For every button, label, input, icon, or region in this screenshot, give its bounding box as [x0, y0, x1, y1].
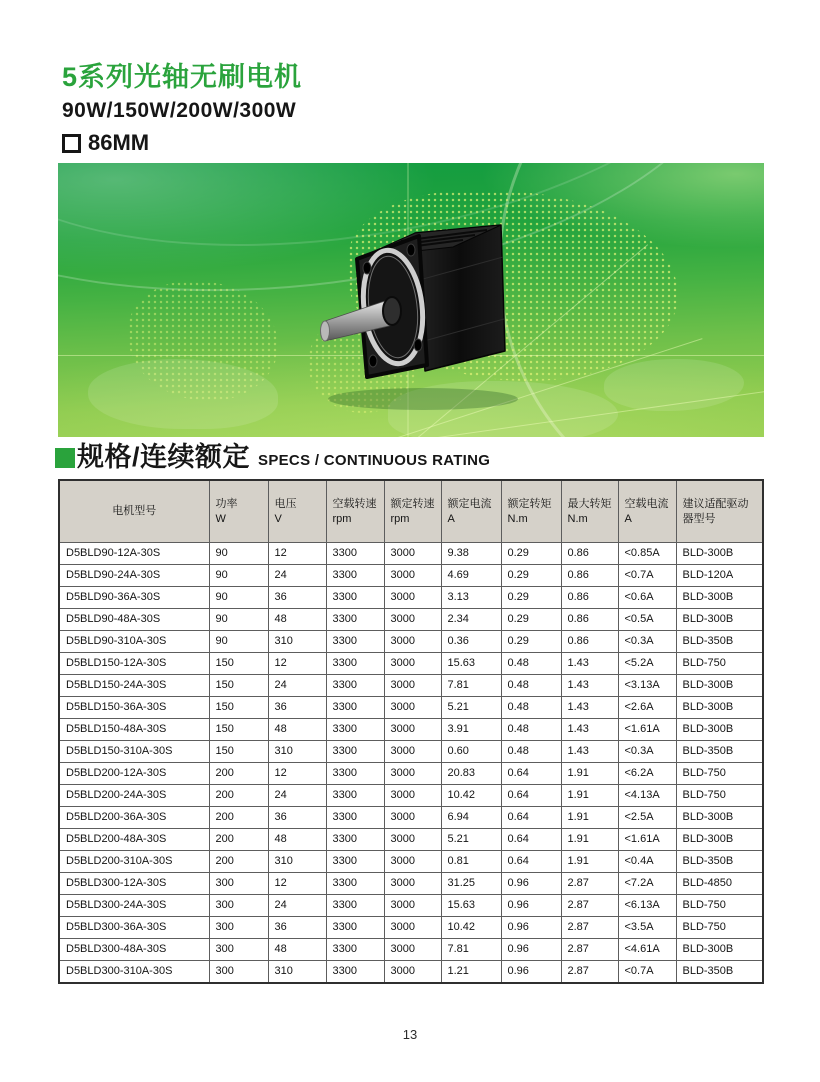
- specs-section-heading: [55, 443, 490, 472]
- table-row: [59, 851, 763, 873]
- cell-model: D5BLD300-36A-30S: [59, 917, 209, 939]
- table-row: [59, 807, 763, 829]
- table-row: [59, 917, 763, 939]
- cell-rated_speed: 3000: [384, 851, 441, 873]
- cell-no_load_current: <0.4A: [618, 851, 676, 873]
- cell-no_load_current: <4.13A: [618, 785, 676, 807]
- cell-max_torque: 0.86: [561, 543, 618, 565]
- cell-no_load_current: <1.61A: [618, 829, 676, 851]
- cell-rated_speed: 3000: [384, 609, 441, 631]
- cell-rated_speed: 3000: [384, 675, 441, 697]
- cell-rated_torque: 0.48: [501, 653, 561, 675]
- cell-max_torque: 2.87: [561, 939, 618, 961]
- cell-no_load_speed: 3300: [326, 675, 384, 697]
- cell-rated_speed: 3000: [384, 939, 441, 961]
- cell-model: D5BLD90-310A-30S: [59, 631, 209, 653]
- cell-driver: BLD-750: [676, 895, 763, 917]
- section-title-cn: 规格/连续额定: [77, 442, 251, 472]
- cell-max_torque: 1.43: [561, 741, 618, 763]
- cell-power: 300: [209, 961, 268, 984]
- cell-driver: BLD-300B: [676, 697, 763, 719]
- cell-rated_current: 20.83: [441, 763, 501, 785]
- cell-rated_speed: 3000: [384, 785, 441, 807]
- cell-max_torque: 1.43: [561, 653, 618, 675]
- cell-model: D5BLD300-12A-30S: [59, 873, 209, 895]
- cell-voltage: 48: [268, 939, 326, 961]
- cell-no_load_speed: 3300: [326, 939, 384, 961]
- table-row: [59, 873, 763, 895]
- cell-rated_current: 3.91: [441, 719, 501, 741]
- cell-power: 200: [209, 785, 268, 807]
- product-banner: [58, 163, 764, 437]
- cell-max_torque: 1.91: [561, 763, 618, 785]
- cell-power: 150: [209, 653, 268, 675]
- cell-no_load_current: <6.13A: [618, 895, 676, 917]
- table-row: [59, 785, 763, 807]
- cell-power: 300: [209, 873, 268, 895]
- cell-power: 90: [209, 543, 268, 565]
- cell-driver: BLD-300B: [676, 719, 763, 741]
- cell-rated_speed: 3000: [384, 565, 441, 587]
- table-row: [59, 697, 763, 719]
- cell-model: D5BLD150-24A-30S: [59, 675, 209, 697]
- cell-rated_speed: 3000: [384, 543, 441, 565]
- cell-rated_speed: 3000: [384, 829, 441, 851]
- cell-power: 300: [209, 939, 268, 961]
- cell-rated_current: 0.60: [441, 741, 501, 763]
- square-frame-icon: [62, 134, 81, 153]
- cell-no_load_current: <0.85A: [618, 543, 676, 565]
- table-row: [59, 653, 763, 675]
- cell-power: 300: [209, 895, 268, 917]
- cell-model: D5BLD200-48A-30S: [59, 829, 209, 851]
- cell-no_load_speed: 3300: [326, 763, 384, 785]
- cell-rated_current: 15.63: [441, 653, 501, 675]
- cell-driver: BLD-300B: [676, 587, 763, 609]
- cell-driver: BLD-350B: [676, 851, 763, 873]
- cell-model: D5BLD90-12A-30S: [59, 543, 209, 565]
- frame-size-label: 86MM: [88, 130, 150, 155]
- cell-no_load_speed: 3300: [326, 807, 384, 829]
- cell-driver: BLD-750: [676, 653, 763, 675]
- cell-model: D5BLD300-48A-30S: [59, 939, 209, 961]
- cell-rated_speed: 3000: [384, 631, 441, 653]
- cell-no_load_current: <0.5A: [618, 609, 676, 631]
- column-header-power: 功率 W: [209, 480, 268, 543]
- column-header-rated_speed: 额定转速 rpm: [384, 480, 441, 543]
- cell-no_load_current: <3.5A: [618, 917, 676, 939]
- cell-rated_torque: 0.64: [501, 851, 561, 873]
- cell-rated_torque: 0.29: [501, 609, 561, 631]
- cell-rated_speed: 3000: [384, 697, 441, 719]
- cell-no_load_speed: 3300: [326, 785, 384, 807]
- table-row: [59, 829, 763, 851]
- cell-max_torque: 1.91: [561, 807, 618, 829]
- cell-driver: BLD-300B: [676, 829, 763, 851]
- table-row: [59, 609, 763, 631]
- cell-no_load_speed: 3300: [326, 961, 384, 984]
- cell-power: 90: [209, 631, 268, 653]
- table-row: [59, 565, 763, 587]
- cell-power: 300: [209, 917, 268, 939]
- cell-model: D5BLD150-48A-30S: [59, 719, 209, 741]
- cell-rated_current: 7.81: [441, 939, 501, 961]
- cell-rated_torque: 0.64: [501, 785, 561, 807]
- cell-model: D5BLD90-24A-30S: [59, 565, 209, 587]
- cell-rated_current: 0.36: [441, 631, 501, 653]
- cell-no_load_current: <0.3A: [618, 741, 676, 763]
- cell-driver: BLD-300B: [676, 807, 763, 829]
- cell-power: 150: [209, 719, 268, 741]
- cell-max_torque: 1.91: [561, 829, 618, 851]
- table-row: [59, 675, 763, 697]
- cell-no_load_speed: 3300: [326, 895, 384, 917]
- page-number: 13: [402, 1027, 418, 1042]
- cell-voltage: 48: [268, 829, 326, 851]
- cell-rated_speed: 3000: [384, 763, 441, 785]
- table-header: [59, 480, 763, 543]
- cell-rated_current: 31.25: [441, 873, 501, 895]
- table-row: [59, 939, 763, 961]
- cell-rated_torque: 0.96: [501, 939, 561, 961]
- green-square-bullet-icon: [55, 448, 75, 468]
- cell-no_load_current: <1.61A: [618, 719, 676, 741]
- cell-voltage: 36: [268, 917, 326, 939]
- cell-model: D5BLD150-12A-30S: [59, 653, 209, 675]
- column-header-voltage: 电压 V: [268, 480, 326, 543]
- cell-max_torque: 0.86: [561, 609, 618, 631]
- cell-no_load_speed: 3300: [326, 653, 384, 675]
- column-header-no_load_current: 空载电流 A: [618, 480, 676, 543]
- specs-table: [58, 479, 764, 984]
- cell-voltage: 12: [268, 763, 326, 785]
- table-row: [59, 741, 763, 763]
- cell-max_torque: 2.87: [561, 917, 618, 939]
- column-header-no_load_speed: 空载转速 rpm: [326, 480, 384, 543]
- cell-no_load_speed: 3300: [326, 741, 384, 763]
- cell-rated_speed: 3000: [384, 895, 441, 917]
- cell-no_load_current: <0.7A: [618, 961, 676, 984]
- cell-model: D5BLD150-310A-30S: [59, 741, 209, 763]
- cell-power: 150: [209, 741, 268, 763]
- cell-rated_speed: 3000: [384, 961, 441, 984]
- table-row: [59, 543, 763, 565]
- cell-rated_torque: 0.48: [501, 675, 561, 697]
- cell-no_load_current: <7.2A: [618, 873, 676, 895]
- cell-rated_torque: 0.29: [501, 587, 561, 609]
- cell-no_load_current: <4.61A: [618, 939, 676, 961]
- cell-rated_current: 1.21: [441, 961, 501, 984]
- cell-driver: BLD-750: [676, 917, 763, 939]
- cell-voltage: 36: [268, 807, 326, 829]
- motor-product-image: [58, 163, 764, 437]
- cell-power: 150: [209, 675, 268, 697]
- cell-rated_current: 5.21: [441, 697, 501, 719]
- title-block: [62, 62, 302, 155]
- cell-voltage: 12: [268, 873, 326, 895]
- cell-no_load_speed: 3300: [326, 697, 384, 719]
- cell-voltage: 48: [268, 719, 326, 741]
- cell-voltage: 36: [268, 587, 326, 609]
- cell-rated_speed: 3000: [384, 873, 441, 895]
- cell-no_load_speed: 3300: [326, 917, 384, 939]
- cell-power: 200: [209, 763, 268, 785]
- cell-rated_speed: 3000: [384, 719, 441, 741]
- section-title-en: SPECS / CONTINUOUS RATING: [258, 452, 491, 469]
- cell-rated_torque: 0.48: [501, 697, 561, 719]
- cell-voltage: 310: [268, 741, 326, 763]
- cell-rated_current: 10.42: [441, 785, 501, 807]
- cell-power: 90: [209, 609, 268, 631]
- cell-max_torque: 1.43: [561, 697, 618, 719]
- table-row: [59, 587, 763, 609]
- cell-model: D5BLD90-48A-30S: [59, 609, 209, 631]
- cell-driver: BLD-750: [676, 763, 763, 785]
- cell-no_load_current: <0.3A: [618, 631, 676, 653]
- cell-no_load_current: <3.13A: [618, 675, 676, 697]
- cell-rated_speed: 3000: [384, 741, 441, 763]
- cell-rated_torque: 0.64: [501, 807, 561, 829]
- cell-max_torque: 0.86: [561, 565, 618, 587]
- cell-rated_speed: 3000: [384, 653, 441, 675]
- cell-rated_torque: 0.96: [501, 873, 561, 895]
- cell-voltage: 12: [268, 543, 326, 565]
- cell-model: D5BLD300-24A-30S: [59, 895, 209, 917]
- cell-rated_torque: 0.29: [501, 543, 561, 565]
- cell-max_torque: 0.86: [561, 631, 618, 653]
- cell-rated_current: 9.38: [441, 543, 501, 565]
- cell-no_load_speed: 3300: [326, 565, 384, 587]
- series-title: 5系列光轴无刷电机: [62, 62, 303, 92]
- cell-rated_torque: 0.48: [501, 741, 561, 763]
- cell-model: D5BLD150-36A-30S: [59, 697, 209, 719]
- cell-no_load_speed: 3300: [326, 543, 384, 565]
- cell-rated_current: 4.69: [441, 565, 501, 587]
- cell-voltage: 24: [268, 675, 326, 697]
- cell-rated_current: 0.81: [441, 851, 501, 873]
- table-row: [59, 961, 763, 984]
- cell-power: 200: [209, 829, 268, 851]
- cell-voltage: 12: [268, 653, 326, 675]
- column-header-model: 电机型号: [59, 480, 209, 543]
- cell-no_load_speed: 3300: [326, 873, 384, 895]
- cell-voltage: 310: [268, 961, 326, 984]
- cell-driver: BLD-300B: [676, 609, 763, 631]
- table-body: [59, 543, 763, 984]
- cell-rated_torque: 0.29: [501, 565, 561, 587]
- cell-voltage: 48: [268, 609, 326, 631]
- cell-model: D5BLD200-36A-30S: [59, 807, 209, 829]
- cell-driver: BLD-300B: [676, 543, 763, 565]
- cell-rated_torque: 0.96: [501, 917, 561, 939]
- cell-no_load_speed: 3300: [326, 631, 384, 653]
- cell-power: 200: [209, 807, 268, 829]
- cell-no_load_current: <5.2A: [618, 653, 676, 675]
- cell-max_torque: 1.91: [561, 785, 618, 807]
- column-header-rated_current: 额定电流 A: [441, 480, 501, 543]
- cell-rated_speed: 3000: [384, 587, 441, 609]
- cell-voltage: 24: [268, 565, 326, 587]
- cell-no_load_speed: 3300: [326, 829, 384, 851]
- cell-model: D5BLD200-24A-30S: [59, 785, 209, 807]
- cell-no_load_speed: 3300: [326, 719, 384, 741]
- cell-model: D5BLD300-310A-30S: [59, 961, 209, 984]
- cell-voltage: 310: [268, 851, 326, 873]
- cell-no_load_current: <2.6A: [618, 697, 676, 719]
- cell-no_load_current: <2.5A: [618, 807, 676, 829]
- cell-rated_torque: 0.64: [501, 829, 561, 851]
- cell-driver: BLD-120A: [676, 565, 763, 587]
- cell-voltage: 310: [268, 631, 326, 653]
- cell-rated_speed: 3000: [384, 807, 441, 829]
- frame-size: [62, 131, 302, 155]
- header-row: [59, 480, 763, 543]
- cell-driver: BLD-4850: [676, 873, 763, 895]
- table-row: [59, 719, 763, 741]
- cell-rated_current: 3.13: [441, 587, 501, 609]
- column-header-rated_torque: 额定转矩 N.m: [501, 480, 561, 543]
- cell-power: 90: [209, 565, 268, 587]
- cell-rated_torque: 0.29: [501, 631, 561, 653]
- cell-rated_torque: 0.48: [501, 719, 561, 741]
- cell-power: 200: [209, 851, 268, 873]
- table-row: [59, 631, 763, 653]
- cell-max_torque: 1.43: [561, 675, 618, 697]
- cell-no_load_current: <6.2A: [618, 763, 676, 785]
- cell-max_torque: 0.86: [561, 587, 618, 609]
- cell-no_load_speed: 3300: [326, 609, 384, 631]
- cell-no_load_current: <0.6A: [618, 587, 676, 609]
- column-header-driver: 建议适配驱动器型号: [676, 480, 763, 543]
- cell-model: D5BLD200-310A-30S: [59, 851, 209, 873]
- cell-driver: BLD-750: [676, 785, 763, 807]
- cell-rated_torque: 0.96: [501, 895, 561, 917]
- cell-rated_current: 2.34: [441, 609, 501, 631]
- cell-rated_current: 5.21: [441, 829, 501, 851]
- cell-max_torque: 2.87: [561, 961, 618, 984]
- cell-driver: BLD-300B: [676, 675, 763, 697]
- cell-voltage: 36: [268, 697, 326, 719]
- column-header-max_torque: 最大转矩 N.m: [561, 480, 618, 543]
- cell-rated_torque: 0.64: [501, 763, 561, 785]
- cell-max_torque: 2.87: [561, 873, 618, 895]
- cell-power: 90: [209, 587, 268, 609]
- cell-voltage: 24: [268, 785, 326, 807]
- table-row: [59, 763, 763, 785]
- cell-rated_current: 7.81: [441, 675, 501, 697]
- cell-rated_current: 15.63: [441, 895, 501, 917]
- table-row: [59, 895, 763, 917]
- cell-rated_current: 6.94: [441, 807, 501, 829]
- cell-rated_torque: 0.96: [501, 961, 561, 984]
- cell-max_torque: 1.43: [561, 719, 618, 741]
- watt-range: 90W/150W/200W/300W: [62, 99, 297, 122]
- cell-no_load_speed: 3300: [326, 851, 384, 873]
- cell-driver: BLD-350B: [676, 961, 763, 984]
- cell-model: D5BLD90-36A-30S: [59, 587, 209, 609]
- cell-max_torque: 2.87: [561, 895, 618, 917]
- cell-no_load_current: <0.7A: [618, 565, 676, 587]
- cell-rated_current: 10.42: [441, 917, 501, 939]
- cell-driver: BLD-350B: [676, 631, 763, 653]
- cell-max_torque: 1.91: [561, 851, 618, 873]
- cell-model: D5BLD200-12A-30S: [59, 763, 209, 785]
- cell-driver: BLD-300B: [676, 939, 763, 961]
- cell-driver: BLD-350B: [676, 741, 763, 763]
- cell-power: 150: [209, 697, 268, 719]
- cell-voltage: 24: [268, 895, 326, 917]
- cell-no_load_speed: 3300: [326, 587, 384, 609]
- cell-rated_speed: 3000: [384, 917, 441, 939]
